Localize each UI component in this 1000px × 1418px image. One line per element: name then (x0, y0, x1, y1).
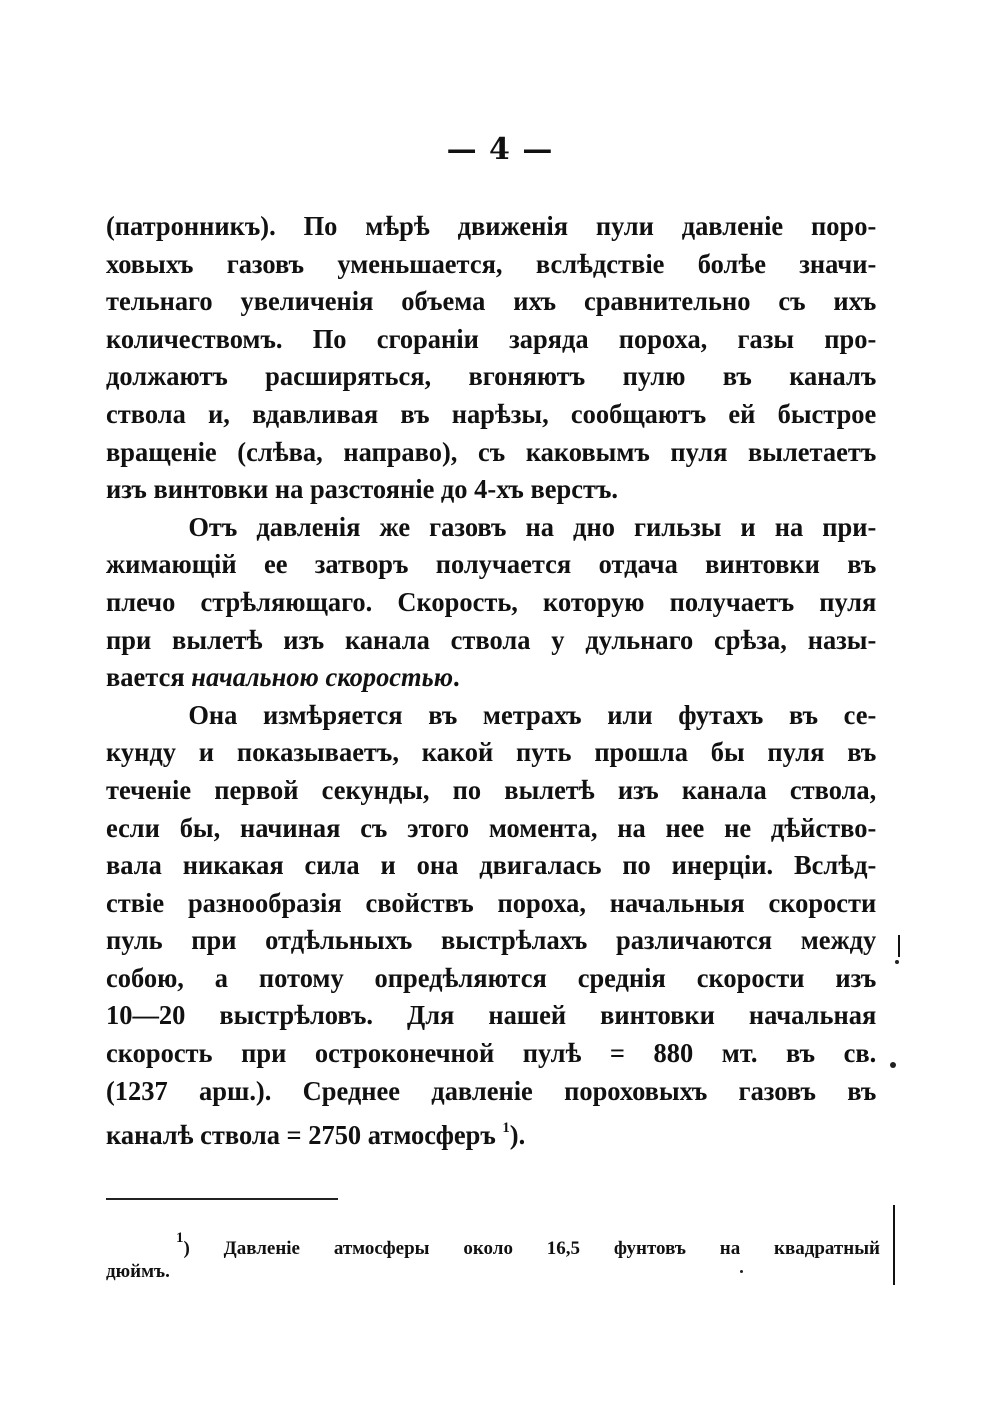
footnote-divider (106, 1198, 338, 1200)
scan-speck (740, 1270, 743, 1273)
text-line: вала никакая сила и она двигалась по инерціи. Вслѣд- (106, 850, 877, 881)
text-line: теченіе первой секунды, по вылетѣ изъ канала ствола, (106, 774, 877, 805)
footnote-marker: 1 (176, 1230, 184, 1246)
text-line: 10—20 выстрѣловъ. Для нашей винтовки начальная (106, 1000, 877, 1031)
body-text (106, 208, 877, 1151)
text-line: вращеніе (слѣва, направо), съ каковымъ пуля вылетаетъ (106, 436, 877, 467)
text-line: ховыхъ газовъ уменьшается, вслѣдствіе болѣе значи- (106, 248, 877, 279)
text-line: собою, а потому опредѣляются среднія скорости изъ (106, 962, 877, 993)
text-line: должаютъ расширяться, вгоняютъ пулю въ каналъ (106, 361, 877, 392)
text-line: ствола и, вдавливая въ нарѣзы, сообщаютъ ей быстрое (106, 398, 877, 429)
text-line: скорость при остроконечной пулѣ = 880 мт. въ св. (106, 1038, 877, 1069)
footnote-text: ) Давленіе атмосферы около 16,5 фунтовъ на квадратный (183, 1238, 880, 1259)
text-fragment: ). (509, 1120, 526, 1151)
footnote-reference[interactable]: 1 (502, 1120, 510, 1137)
text-line: пуль при отдѣльныхъ выстрѣлахъ различаются между (106, 925, 877, 956)
text-fragment: каналѣ ствола = 2750 атмосферъ (106, 1120, 503, 1151)
scan-margin-mark (893, 1205, 895, 1285)
footnote-line: дюймъ. (106, 1261, 170, 1282)
text-line: плечо стрѣляющаго. Скорость, которую получаетъ пуля (106, 586, 877, 617)
text-line: кунду и показываетъ, какой путь прошла бы пуля въ (106, 737, 877, 768)
text-line: Отъ давленія же газовъ на дно гильзы и на при- (188, 511, 877, 542)
text-line (106, 1110, 876, 1151)
footnote-line (106, 1222, 880, 1259)
text-line: если бы, начиная съ этого момента, на нее не дѣйство- (106, 812, 877, 843)
text-line: изъ винтовки на разстояніе до 4-хъ верстъ. (106, 474, 619, 505)
scan-speck (890, 1062, 896, 1068)
text-line: (патронникъ). По мѣрѣ движенія пули давленіе поро- (106, 211, 877, 241)
text-line: ствіе разнообразія свойствъ пороха, начальныя скорости (106, 887, 877, 918)
scan-speck (895, 960, 899, 964)
text-line: тельнаго увеличенія объема ихъ сравнительно съ ихъ (106, 286, 877, 317)
page-number: — 4 — (446, 132, 554, 167)
text-line: Она измѣряется въ метрахъ или футахъ въ се- (188, 699, 877, 730)
text-fragment: вается (106, 662, 192, 693)
text-line: количествомъ. По сгораніи заряда пороха, газы про- (106, 323, 877, 354)
emphasized-term: начальною скоростью (191, 662, 454, 693)
footnote (106, 1222, 880, 1288)
scan-margin-mark (898, 935, 900, 957)
text-fragment: . (453, 662, 460, 693)
text-line: при вылетѣ изъ канала ствола у дульнаго срѣза, назы- (106, 624, 877, 655)
text-line: (1237 арш.). Среднее давленіе пороховыхъ газовъ въ (106, 1075, 877, 1106)
text-line: жимающій ее затворъ получается отдача винтовки въ (106, 549, 877, 580)
text-line (106, 659, 876, 697)
